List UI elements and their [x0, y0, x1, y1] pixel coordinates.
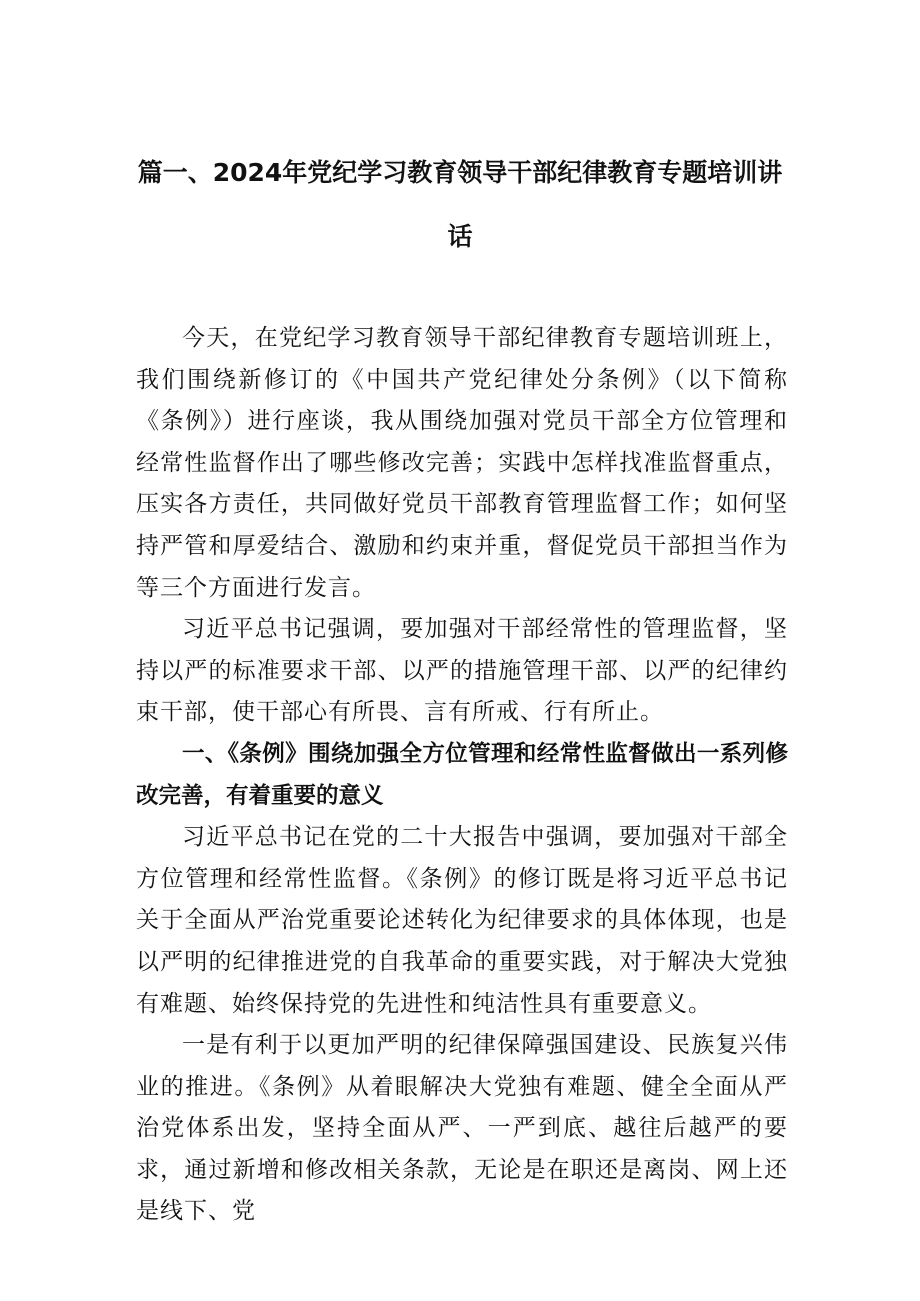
intro-paragraph: 今天，在党纪学习教育领导干部纪律教育专题培训班上，我们围绕新修订的《中国共产党纪律处分条例》（以下简称《条例》）进行座谈，我从围绕加强对党员干部全方位管理和经常性监督作出了哪些修改完善；实践中怎样找准监督重点，压实各方责任，共同做好党员干部教育管理监督工作；如何坚持严管和厚爱结合、激励和约束并重，督促党员干部担当作为等三个方面进行发言。	[136, 325, 788, 601]
section-1-point-1-paragraph: 一是有利于以更加严明的纪律保障强国建设、民族复兴伟业的推进。《条例》从着眼解决大党独有难题、健全全面从严治党体系出发，坚持全面从严、一严到底、越往后越严的要求，通过新增和修改相关条款，无论是在职还是离岗、网上还是线下、党	[136, 1032, 788, 1225]
document-body	[136, 318, 788, 1233]
document-title-line-2: 话	[447, 222, 473, 251]
document-title-line-1: 篇一、2024年党纪学习教育领导干部纪律教育专题培训讲	[137, 158, 783, 187]
quote-paragraph: 习近平总书记强调，要加强对干部经常性的管理监督，坚持以严的标准要求干部、以严的措施管理干部、以严的纪律约束干部，使干部心有所畏、言有所戒、行有所止。	[136, 616, 788, 726]
section-1-paragraph: 习近平总书记在党的二十大报告中强调，要加强对干部全方位管理和经常性监督。《条例》的修订既是将习近平总书记关于全面从严治党重要论述转化为纪律要求的具体体现，也是以严明的纪律推进党的自我革命的重要实践，对于解决大党独有难题、始终保持党的先进性和纯洁性具有重要意义。	[136, 824, 788, 1017]
section-1-heading: 一、《条例》围绕加强全方位管理和经常性监督做出一系列修改完善，有着重要的意义	[136, 740, 788, 809]
